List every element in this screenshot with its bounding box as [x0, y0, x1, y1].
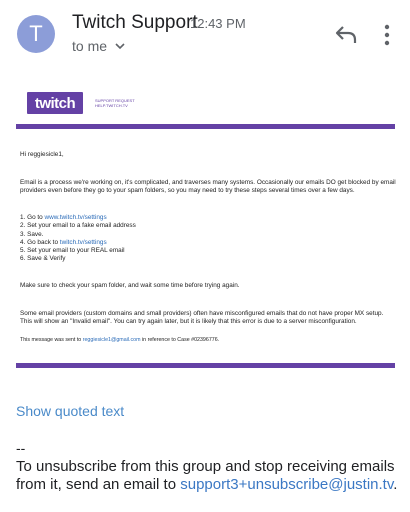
step-2: 2. Set your email to a fake email address	[20, 222, 136, 230]
support-request-label	[95, 98, 135, 108]
step-1: 1. Go to www.twitch.tv/settings	[20, 214, 107, 221]
step-6: 6. Save & Verify	[20, 255, 66, 263]
step-4: 4. Go back to twitch.tv/settings	[20, 238, 107, 246]
twitch-wordmark: twitch	[34, 95, 76, 112]
greeting: Hi reggiesicle1,	[20, 151, 64, 158]
twitch-logo	[27, 92, 83, 114]
unsubscribe-text: To unsubscribe from this group and stop receiving emails from it, send an email to support3+unsubscribe@justin.tv.	[16, 458, 398, 493]
settings-link[interactable]: www.twitch.tv/settings	[44, 214, 107, 221]
show-quoted-text-link[interactable]: Show quoted text	[16, 403, 125, 419]
support-line-1: SUPPORT REQUEST	[95, 98, 135, 103]
divider-bottom	[16, 363, 395, 368]
step-5: 5. Set your email to your REAL email	[20, 247, 125, 255]
reply-icon[interactable]	[334, 24, 358, 46]
recipient-email-link[interactable]: reggiesicle1@gmail.com	[82, 337, 141, 343]
sender-name: Twitch Support	[72, 12, 198, 33]
support-line-2: HELP.TWITCH.TV	[95, 103, 128, 108]
paragraph-email-process: Email is a process we're working on, it's complicated, and traverses many systems. Occasionally our emails DO get blocked by email providers even before they go to your spam folders, so you may need to try these steps several times over a few days.	[20, 179, 396, 195]
settings-link-2[interactable]: twitch.tv/settings	[59, 238, 107, 246]
signature-separator: --	[16, 440, 26, 456]
email-header	[0, 0, 410, 70]
divider-top	[16, 124, 395, 129]
step-3: 3. Save.	[20, 230, 44, 238]
more-options-icon[interactable]	[382, 24, 392, 46]
sender-avatar[interactable]: T	[17, 15, 55, 53]
steps-list	[20, 214, 396, 264]
paragraph-providers: Some email providers (custom domains and small providers) often have misconfigured emails that do not have proper MX setup. This will show an "Invalid email". You can try again later, but it is likely that this error is due to a server misconfiguration.	[20, 310, 384, 326]
recipient-label[interactable]: to me	[72, 38, 108, 54]
paragraph-spam: Make sure to check your spam folder, and wait some time before trying again.	[20, 282, 240, 289]
unsubscribe-email-link[interactable]: support3+unsubscribe@justin.tv	[180, 476, 394, 493]
chevron-down-icon[interactable]	[114, 40, 126, 52]
sent-time: 12:43 PM	[190, 16, 246, 31]
case-note: This message was sent to reggiesicle1@gmail.com in reference to Case #02396776.	[20, 337, 220, 343]
